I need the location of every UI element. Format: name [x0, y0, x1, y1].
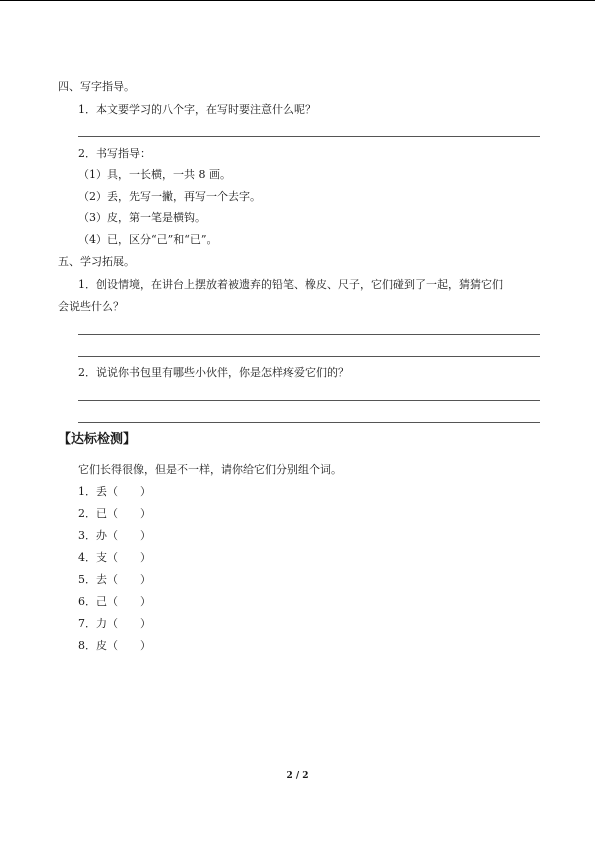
section5-question-2: 2．说说你书包里有哪些小伙伴，你是怎样疼爱它们的？	[78, 366, 349, 379]
writing-guide-3: （3）皮，第一笔是横钩。	[78, 211, 206, 224]
section4-heading: 四、写字指导。	[58, 80, 135, 93]
writing-guide-4: （4）已，区分“己”和“已”。	[78, 233, 218, 246]
assessment-instruction: 它们长得很像，但是不一样，请你给它们分别组个词。	[78, 463, 342, 476]
word-item: 6．己（ ）	[78, 595, 151, 608]
section4-question-1: 1．本文要学习的八个字，在写时要注意什么呢？	[78, 103, 316, 116]
answer-line	[78, 422, 540, 423]
page-top-border	[0, 0, 595, 1]
section5-question-1-line2: 会说些什么？	[58, 300, 124, 313]
section4-question-2: 2．书写指导：	[78, 147, 151, 160]
word-item: 3．办（ ）	[78, 529, 151, 542]
word-item: 7．力（ ）	[78, 617, 151, 630]
section5-heading: 五、学习拓展。	[58, 255, 135, 268]
writing-guide-2: （2）丢，先写一撇，再写一个去字。	[78, 190, 261, 203]
page-number: 2 / 2	[286, 771, 309, 781]
word-item: 8．皮（ ）	[78, 639, 151, 652]
word-item: 5．去（ ）	[78, 573, 151, 586]
section5-question-1-line1: 1．创设情境，在讲台上摆放着被遗弃的铅笔、橡皮、尺子，它们碰到了一起，猜猜它们	[78, 278, 503, 291]
answer-line	[78, 136, 540, 137]
word-item: 4．支（ ）	[78, 551, 151, 564]
assessment-title: 【达标检测】	[58, 432, 137, 447]
answer-line	[78, 400, 540, 401]
word-item: 1．丢（ ）	[78, 485, 151, 498]
writing-guide-1: （1）具，一长横，一共 8 画。	[78, 168, 231, 181]
answer-line	[78, 356, 540, 357]
word-item: 2．已（ ）	[78, 507, 151, 520]
answer-line	[78, 334, 540, 335]
